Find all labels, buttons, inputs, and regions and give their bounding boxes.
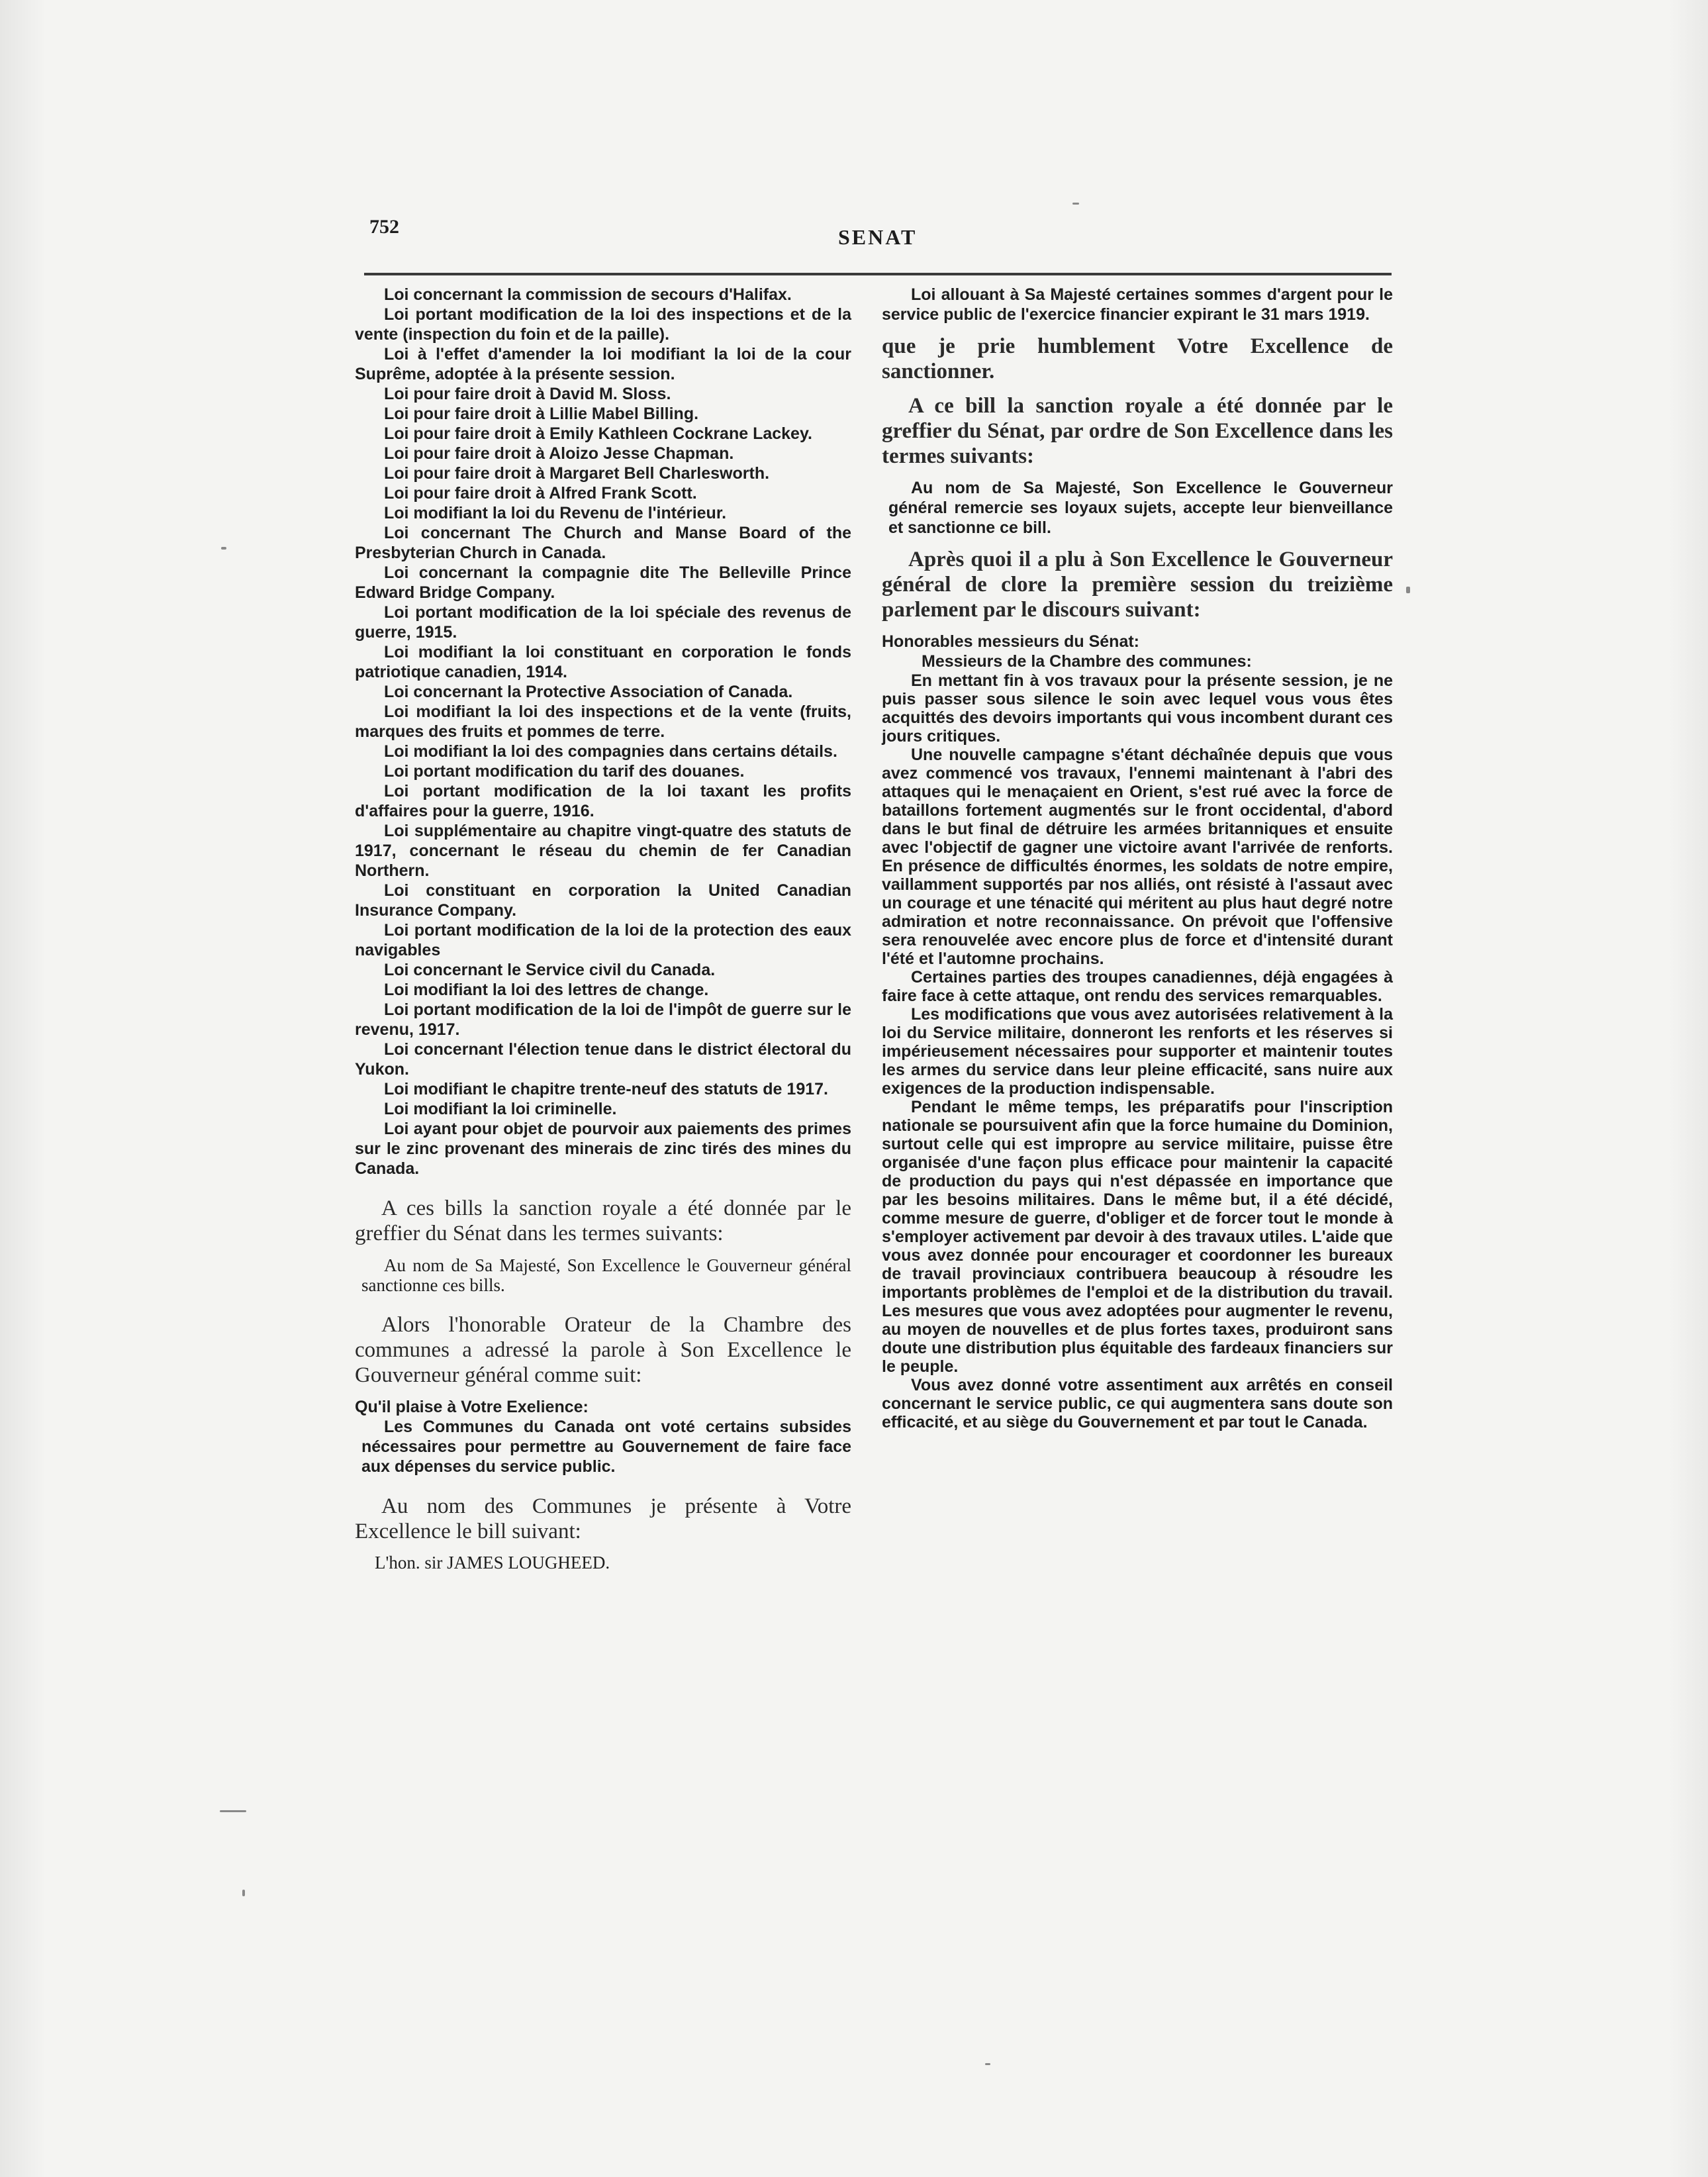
binding-shadow <box>0 0 46 2177</box>
header-rule <box>364 273 1392 275</box>
law-item: Loi constituant en corporation la United Canadian Insurance Company. <box>355 881 851 920</box>
bill-title: Loi allouant à Sa Majesté certaines sommes d'argent pour le service public de l'exercice financier expirant le 31 mars 1919. <box>882 285 1393 324</box>
presentation: Au nom des Communes je présente à Votre Excellence le bill suivant: <box>355 1494 851 1543</box>
right-column <box>882 285 1393 1431</box>
salutation-commons: Messieurs de la Chambre des communes: <box>922 652 1252 671</box>
law-item: Loi modifiant la loi criminelle. <box>384 1100 617 1118</box>
law-item: Loi portant modification de la loi de la protection des eaux navigables <box>355 921 851 959</box>
scan-speck <box>1072 203 1079 205</box>
salutation-senate: Honorables messieurs du Sénat: <box>882 632 1140 651</box>
law-item: Loi pour faire droit à Lillie Mabel Billing. <box>384 405 699 423</box>
left-column <box>355 285 851 1573</box>
address-text: Les Communes du Canada ont voté certains subsides nécessaires pour permettre au Gouvernement de faire face aux dépenses du service public. <box>361 1418 851 1476</box>
sanction-intro-right: A ce bill la sanction royale a été donnée par le greffier du Sénat, par ordre de Son Excellence dans les termes suivants: <box>882 394 1393 468</box>
page-number: 752 <box>369 216 399 238</box>
speech-paragraph: Les modifications que vous avez autorisées relativement à la loi du Service militaire, donneront les renforts et les réserves si impérieusement nécessaires pour supporter et maintenir toutes les armes du service dans leur pleine efficacité, sans nuire aux exigences de la production indispensable. <box>882 1005 1393 1098</box>
speech-paragraph: Certaines parties des troupes canadiennes, déjà engagées à faire face à cette attaque, ont rendu des services remarquables. <box>882 968 1393 1005</box>
speaker-intro: Alors l'honorable Orateur de la Chambre des communes a adressé la parole à Son Excellence le Gouverneur général comme suit: <box>355 1313 851 1387</box>
law-item: Loi à l'effet d'amender la loi modifiant la loi de la cour Suprême, adoptée à la présente session. <box>355 345 851 383</box>
address-salutation: Qu'il plaise à Votre Exelience: <box>355 1398 589 1416</box>
request: que je prie humblement Votre Excellence de sanctionner. <box>882 334 1393 383</box>
scan-speck <box>221 547 226 550</box>
closing-intro: Après quoi il a plu à Son Excellence le Gouverneur général de clore la première session du treizième parlement par le discours suivant: <box>882 548 1393 622</box>
law-item: Loi concernant la compagnie dite The Belleville Prince Edward Bridge Company. <box>355 563 851 602</box>
law-item: Loi modifiant la loi des lettres de change. <box>384 981 709 999</box>
law-item: Loi pour faire droit à Emily Kathleen Cockrane Lackey. <box>384 424 812 443</box>
sanction-text: Au nom de Sa Majesté, Son Excellence le Gouverneur général sanctionne ces bills. <box>361 1255 851 1295</box>
law-item: Loi pour faire droit à Margaret Bell Charlesworth. <box>384 464 770 483</box>
speech-paragraph: En mettant fin à vos travaux pour la présente session, je ne puis passer sous silence le soin avec lequel vous vous êtes acquittés des devoirs importants qui vous incombent durant ces jours critiques. <box>882 671 1393 746</box>
law-item: Loi modifiant le chapitre trente-neuf des statuts de 1917. <box>384 1080 828 1098</box>
scan-speck <box>1406 587 1410 593</box>
law-item: Loi concernant la commission de secours d'Halifax. <box>384 285 792 304</box>
law-item: Loi concernant le Service civil du Canada. <box>384 961 716 979</box>
edge-shadow <box>1668 0 1708 2177</box>
law-item: Loi concernant l'élection tenue dans le district électoral du Yukon. <box>355 1040 851 1079</box>
law-item: Loi modifiant la loi des inspections et de la vente (fruits, marques des fruits et pommes de terre. <box>355 702 851 741</box>
speech-paragraph: Vous avez donné votre assentiment aux arrêtés en conseil concernant le service public, ce qui augmentera sans doute son efficacité, et au siège du Gouvernement et par tout le Canada. <box>882 1376 1393 1431</box>
law-item: Loi modifiant la loi des compagnies dans certains détails. <box>384 742 837 761</box>
law-item: Loi modifiant la loi constituant en corporation le fonds patriotique canadien, 1914. <box>355 643 851 681</box>
law-item: Loi ayant pour objet de pourvoir aux paiements des primes sur le zinc provenant des minerais de zinc tirés des mines du Canada. <box>355 1120 851 1178</box>
law-item: Loi portant modification du tarif des douanes. <box>384 762 745 781</box>
signature: L'hon. sir JAMES LOUGHEED. <box>375 1553 610 1572</box>
law-item: Loi pour faire droit à Alfred Frank Scott. <box>384 484 697 503</box>
sanction-intro: A ces bills la sanction royale a été donnée par le greffier du Sénat dans les termes suivants: <box>355 1196 851 1245</box>
law-item: Loi pour faire droit à Aloizo Jesse Chapman. <box>384 444 734 463</box>
speech-paragraph: Pendant le même temps, les préparatifs pour l'inscription nationale se poursuivent afin que la force humaine du Dominion, surtout celle qui est impropre au service militaire, puisse être organisée d'une façon plus efficace pour maintenir la capacité de production du pays qui n'est dépassée en importance que par les besoins militaires. Dans le même but, il a été décidé, comme mesure de guerre, d'obliger et de forcer tout le monde à s'employer activement par devoir à des travaux utiles. L'aide que vous avez donnée pour encourager et coordonner les bureaux de travail provinciaux contribuera beaucoup à résoudre les importants problèmes de l'emploi et de la distribution du travail. Les mesures que vous avez adoptées pour augmenter le revenu, au moyen de nouvelles et de plus fortes taxes, produiront sans doute une distribution plus équitable des fardeaux financiers sur le peuple. <box>882 1098 1393 1376</box>
law-item: Loi portant modification de la loi spéciale des revenus de guerre, 1915. <box>355 603 851 642</box>
law-item: Loi portant modification de la loi taxant les profits d'affaires pour la guerre, 1916. <box>355 782 851 820</box>
law-item: Loi concernant la Protective Association of Canada. <box>384 683 793 701</box>
law-item: Loi pour faire droit à David M. Sloss. <box>384 385 671 403</box>
law-item: Loi portant modification de la loi des inspections et de la vente (inspection du foin et de la paille). <box>355 305 851 344</box>
speech-paragraph: Une nouvelle campagne s'étant déchaînée depuis que vous avez commencé vos travaux, l'ennemi maintenant à l'abri des attaques qui le menaçaient en Orient, s'est rué avec la force de bataillons fortement augmentés sur le front occidental, d'abord dans le but final de détruire les armées britanniques et ensuite avec l'objectif de gagner une victoire avant l'arrivée de renforts. En présence de difficultés énormes, les soldats de notre empire, vaillamment supportés par nos alliés, ont résisté à l'assaut avec un courage et une ténacité qui méritent au plus haut degré notre admiration et notre reconnaissance. On prévoit que l'offensive sera renouvelée avec encore plus de force et d'intensité durant l'été et l'automne prochains. <box>882 746 1393 968</box>
law-item: Loi concernant The Church and Manse Board of the Presbyterian Church in Canada. <box>355 524 851 562</box>
running-head: SENAT <box>838 225 918 249</box>
scan-speck <box>220 1810 246 1812</box>
scan-speck <box>242 1890 245 1896</box>
scan-speck <box>985 2063 990 2065</box>
law-item: Loi portant modification de la loi de l'impôt de guerre sur le revenu, 1917. <box>355 1000 851 1039</box>
law-item: Loi supplémentaire au chapitre vingt-quatre des statuts de 1917, concernant le réseau du chemin de fer Canadian Northern. <box>355 822 851 880</box>
sanction-text-right: Au nom de Sa Majesté, Son Excellence le Gouverneur général remercie ses loyaux sujets, accepte leur bienveillance et sanctionne ce bill. <box>888 479 1393 537</box>
law-item: Loi modifiant la loi du Revenu de l'intérieur. <box>384 504 727 522</box>
